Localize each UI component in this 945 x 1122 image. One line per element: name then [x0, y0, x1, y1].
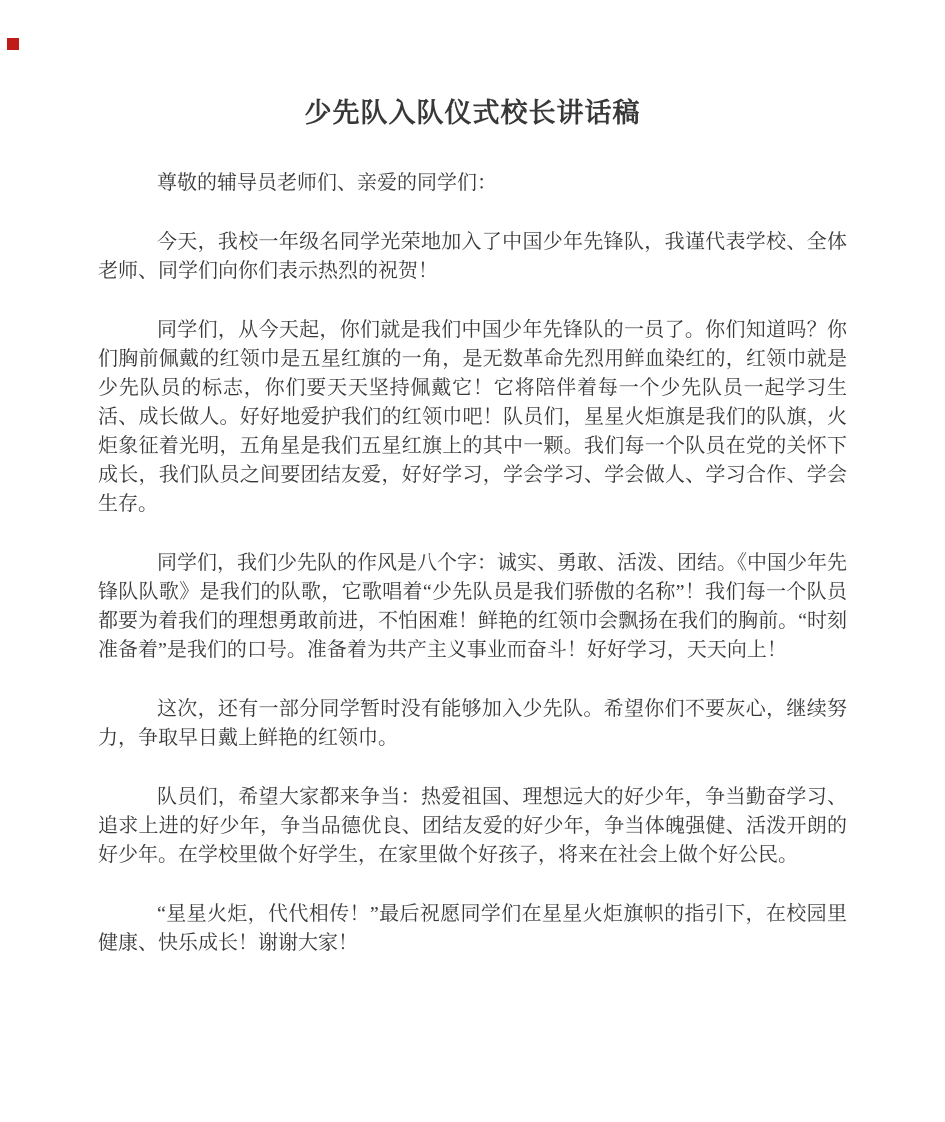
- paragraph-congratulations: 今天，我校一年级名同学光荣地加入了中国少年先锋队，我谨代表学校、全体老师、同学们向你们表示热烈的祝贺！: [98, 231, 847, 282]
- paragraph-closing: “星星火炬，代代相传！”最后祝愿同学们在星星火炬旗帜的指引下，在校园里健康、快乐成长！谢谢大家！: [98, 903, 847, 954]
- paragraph-good-youth: 队员们，希望大家都来争当：热爱祖国、理想远大的好少年，争当勤奋学习、追求上进的好少年，争当品德优良、团结友爱的好少年，争当体魄强健、活泼开朗的好少年。在学校里做个好学生，在家里做个好孩子，将来在社会上做个好公民。: [98, 786, 847, 866]
- paragraph-team-spirit: 同学们，我们少先队的作风是八个字：诚实、勇敢、活泼、团结。《中国少年先锋队队歌》是我们的队歌，它歌唱着“少先队员是我们骄傲的名称”！我们每一个队员都要为着我们的理想勇敢前进，不怕困难！鲜艳的红领巾会飘扬在我们的胸前。“时刻准备着”是我们的口号。准备着为共产主义事业而奋斗！好好学习，天天向上！: [98, 552, 847, 661]
- paragraph-encouragement: 这次，还有一部分同学暂时没有能够加入少先队。希望你们不要灰心，继续努力，争取早日戴上鲜艳的红领巾。: [98, 698, 847, 749]
- paragraph-red-scarf-meaning: 同学们，从今天起，你们就是我们中国少年先锋队的一员了。你们知道吗？你们胸前佩戴的红领巾是五星红旗的一角，是无数革命先烈用鲜血染红的，红领巾就是少先队员的标志，你们要天天坚持佩戴它！它将陪伴着每一个少先队员一起学习生活、成长做人。好好地爱护我们的红领巾吧！队员们，星星火炬旗是我们的队旗，火炬象征着光明，五角星是我们五星红旗上的其中一颗。我们每一个队员在党的关怀下成长，我们队员之间要团结友爱，好好学习，学会学习、学会做人、学习合作、学会生存。: [98, 319, 847, 515]
- red-square-marker: [7, 38, 19, 50]
- greeting-line: 尊敬的辅导员老师们、亲爱的同学们：: [157, 172, 497, 194]
- document-title: 少先队入队仪式校长讲话稿: [304, 98, 641, 128]
